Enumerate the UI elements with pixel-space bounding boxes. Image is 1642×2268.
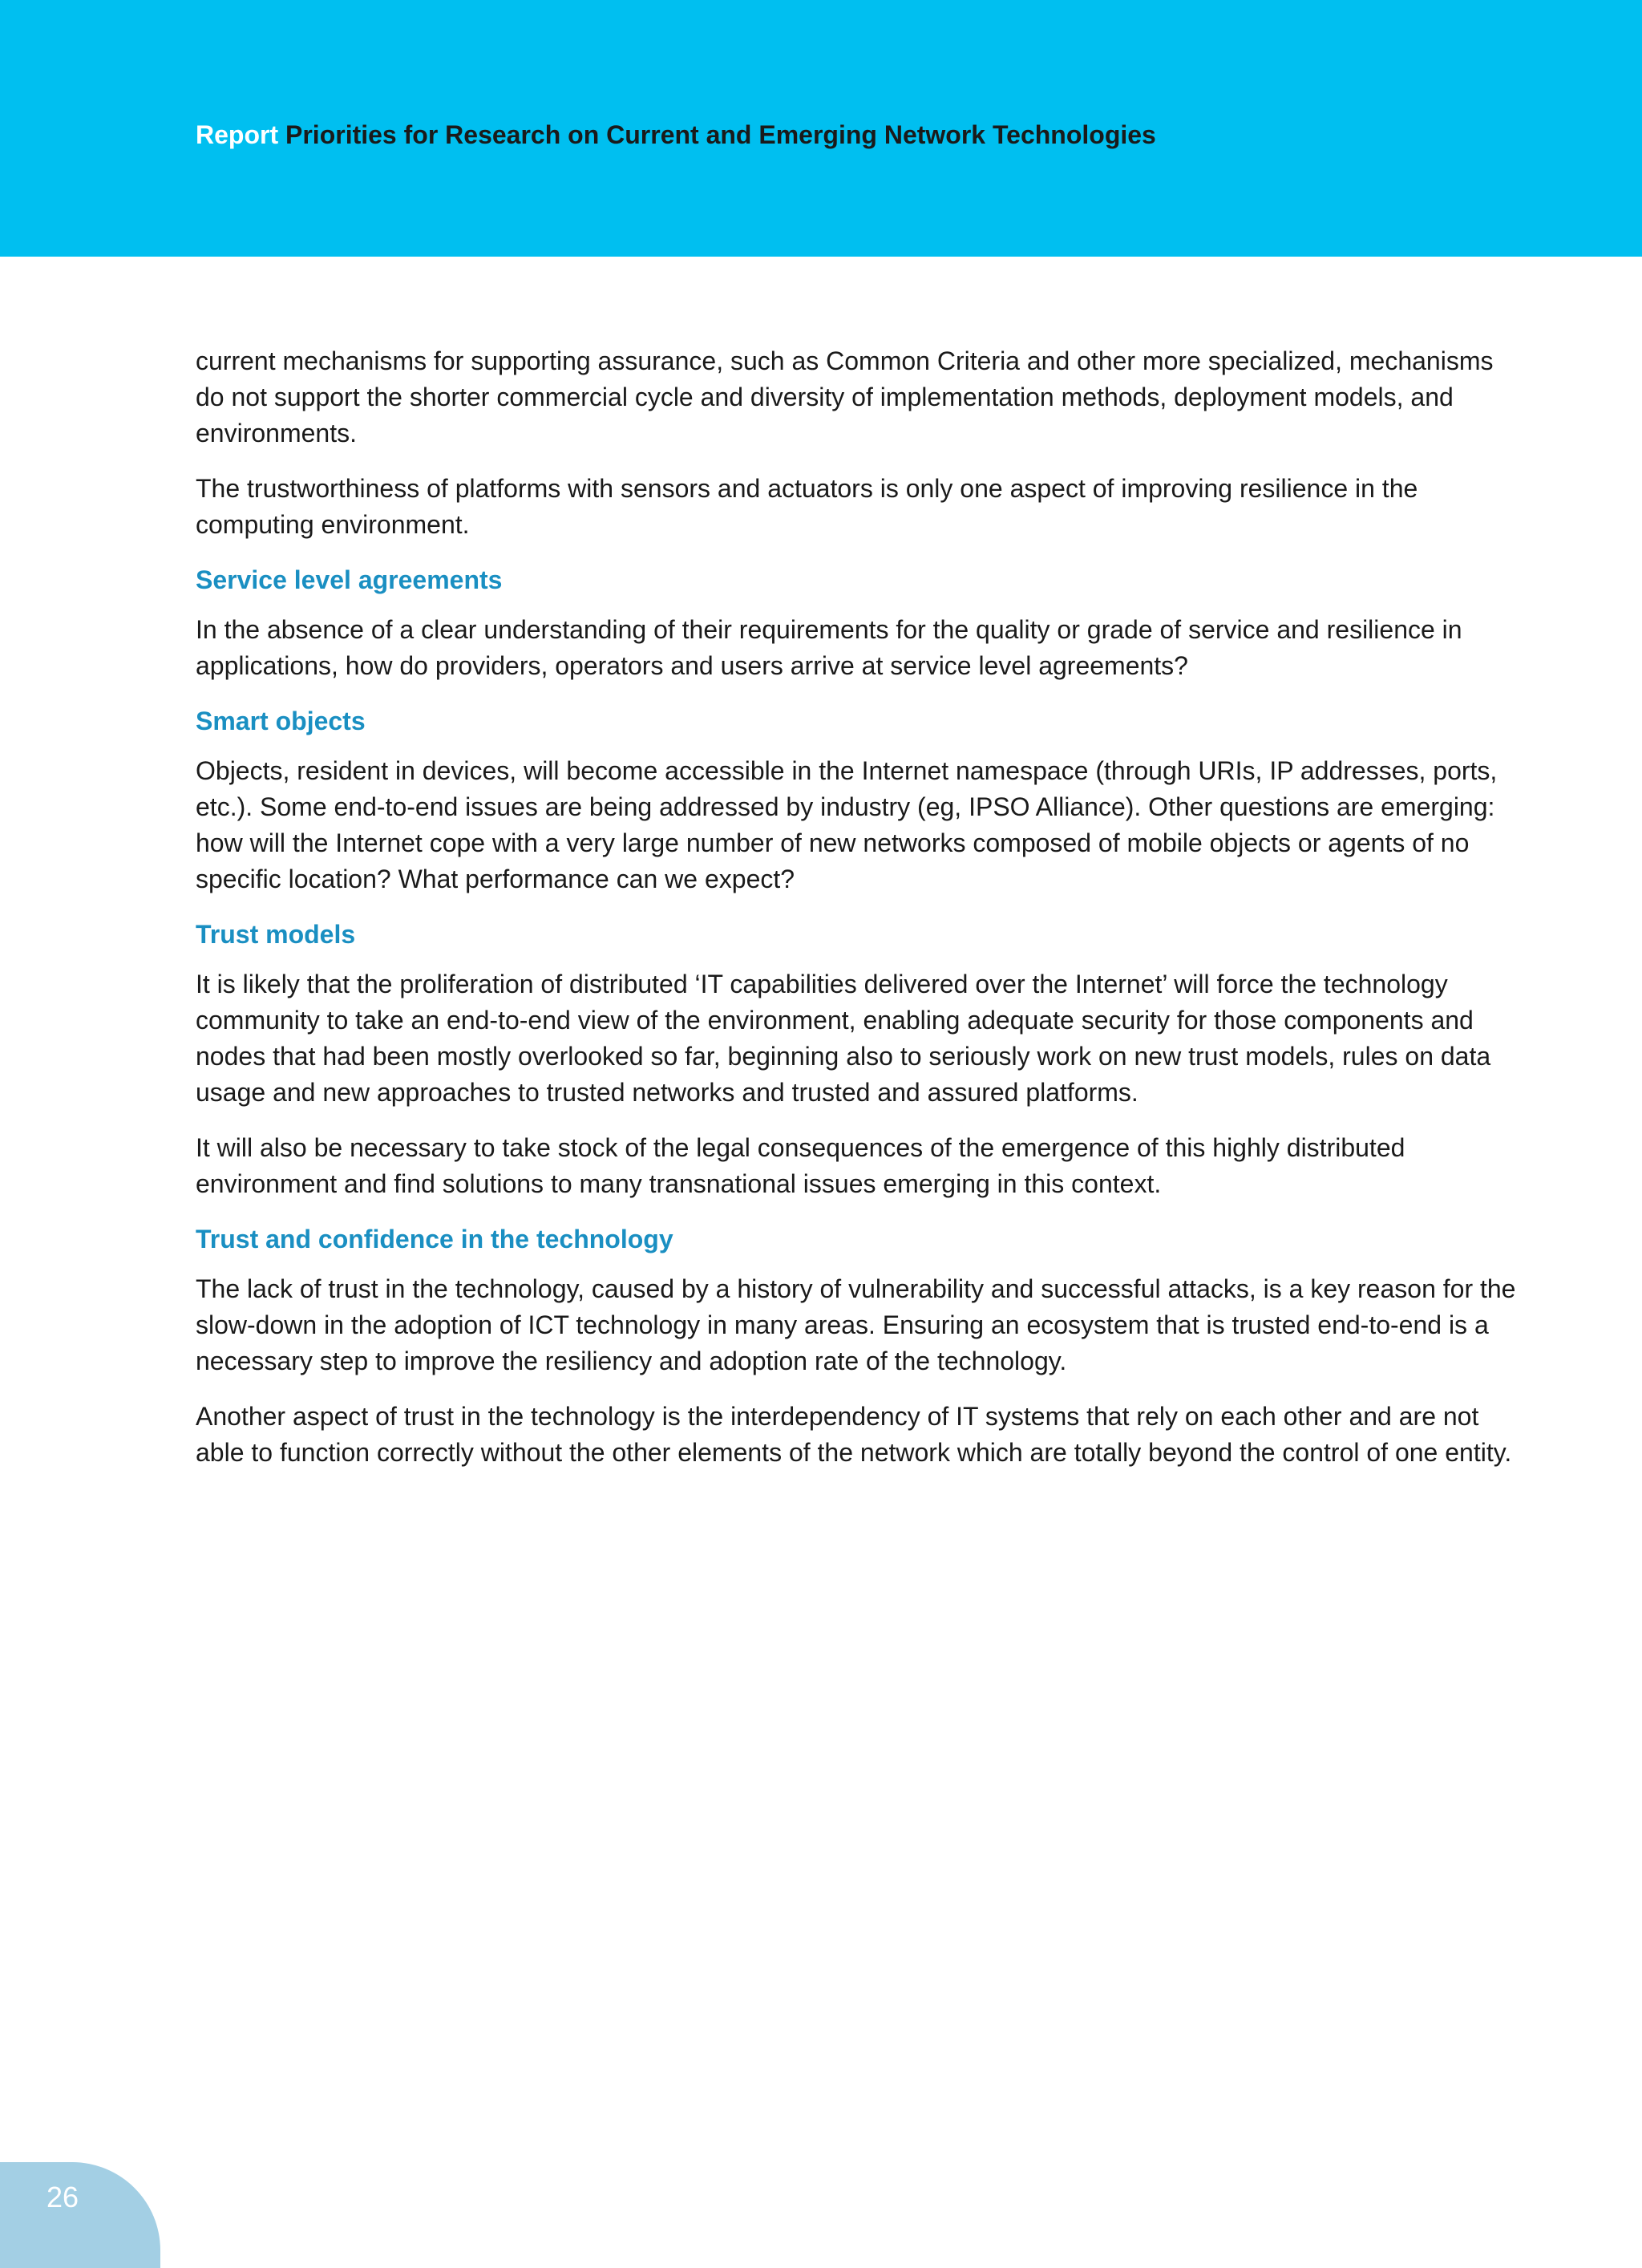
header-label: Report xyxy=(196,120,279,149)
paragraph: current mechanisms for supporting assurance, such as Common Criteria and other more specialized, mechanisms do not support the shorter commercial cycle and diversity of implementation methods, deployment models, and environments. xyxy=(196,346,1494,448)
section-heading-smart-objects: Smart objects xyxy=(196,707,366,735)
paragraph: Objects, resident in devices, will become accessible in the Internet namespace (through URIs, IP addresses, ports, etc.). Some end-to-end issues are being addressed by industry (eg, IPSO Alliance). Other questions are emerging: how will the Internet cope with a very large number of new networks composed of mobile objects or agents of no specific location? What performance can we expect? xyxy=(196,756,1498,893)
section-heading-trust-and-confidence: Trust and confidence in the technology xyxy=(196,1225,673,1253)
running-header xyxy=(196,119,1156,151)
paragraph: The lack of trust in the technology, caused by a history of vulnerability and successful attacks, is a key reason for the slow-down in the adoption of ICT technology in many areas. Ensuring an ecosystem that is trusted end-to-end is a necessary step to improve the resiliency and adoption rate of the technology. xyxy=(196,1274,1516,1375)
paragraph: Another aspect of trust in the technology is the interdependency of IT systems that rely on each other and are not able to function correctly without the other elements of the network which are totally beyond the control of one entity. xyxy=(196,1402,1512,1467)
paragraph: It will also be necessary to take stock of the legal consequences of the emergence of this highly distributed environment and find solutions to many transnational issues emerging in this context. xyxy=(196,1133,1405,1198)
page-number-tab xyxy=(0,2162,160,2268)
header-title: Priorities for Research on Current and Emerging Network Technologies xyxy=(285,120,1156,149)
section-heading-trust-models: Trust models xyxy=(196,920,356,949)
paragraph: The trustworthiness of platforms with sensors and actuators is only one aspect of improving resilience in the computing environment. xyxy=(196,474,1418,539)
paragraph: In the absence of a clear understanding of their requirements for the quality or grade of service and resilience in applications, how do providers, operators and users arrive at service level agreements? xyxy=(196,615,1462,680)
section-heading-service-level-agreements: Service level agreements xyxy=(196,565,503,594)
paragraph: It is likely that the proliferation of distributed ‘IT capabilities delivered over the Internet’ will force the technology community to take an end-to-end view of the environment, enabling adequate security for those components and nodes that had been mostly overlooked so far, beginning also to seriously work on new trust models, rules on data usage and new approaches to trusted networks and trusted and assured platforms. xyxy=(196,970,1491,1107)
page-content xyxy=(196,343,1519,1490)
page-number: 26 xyxy=(47,2181,79,2213)
